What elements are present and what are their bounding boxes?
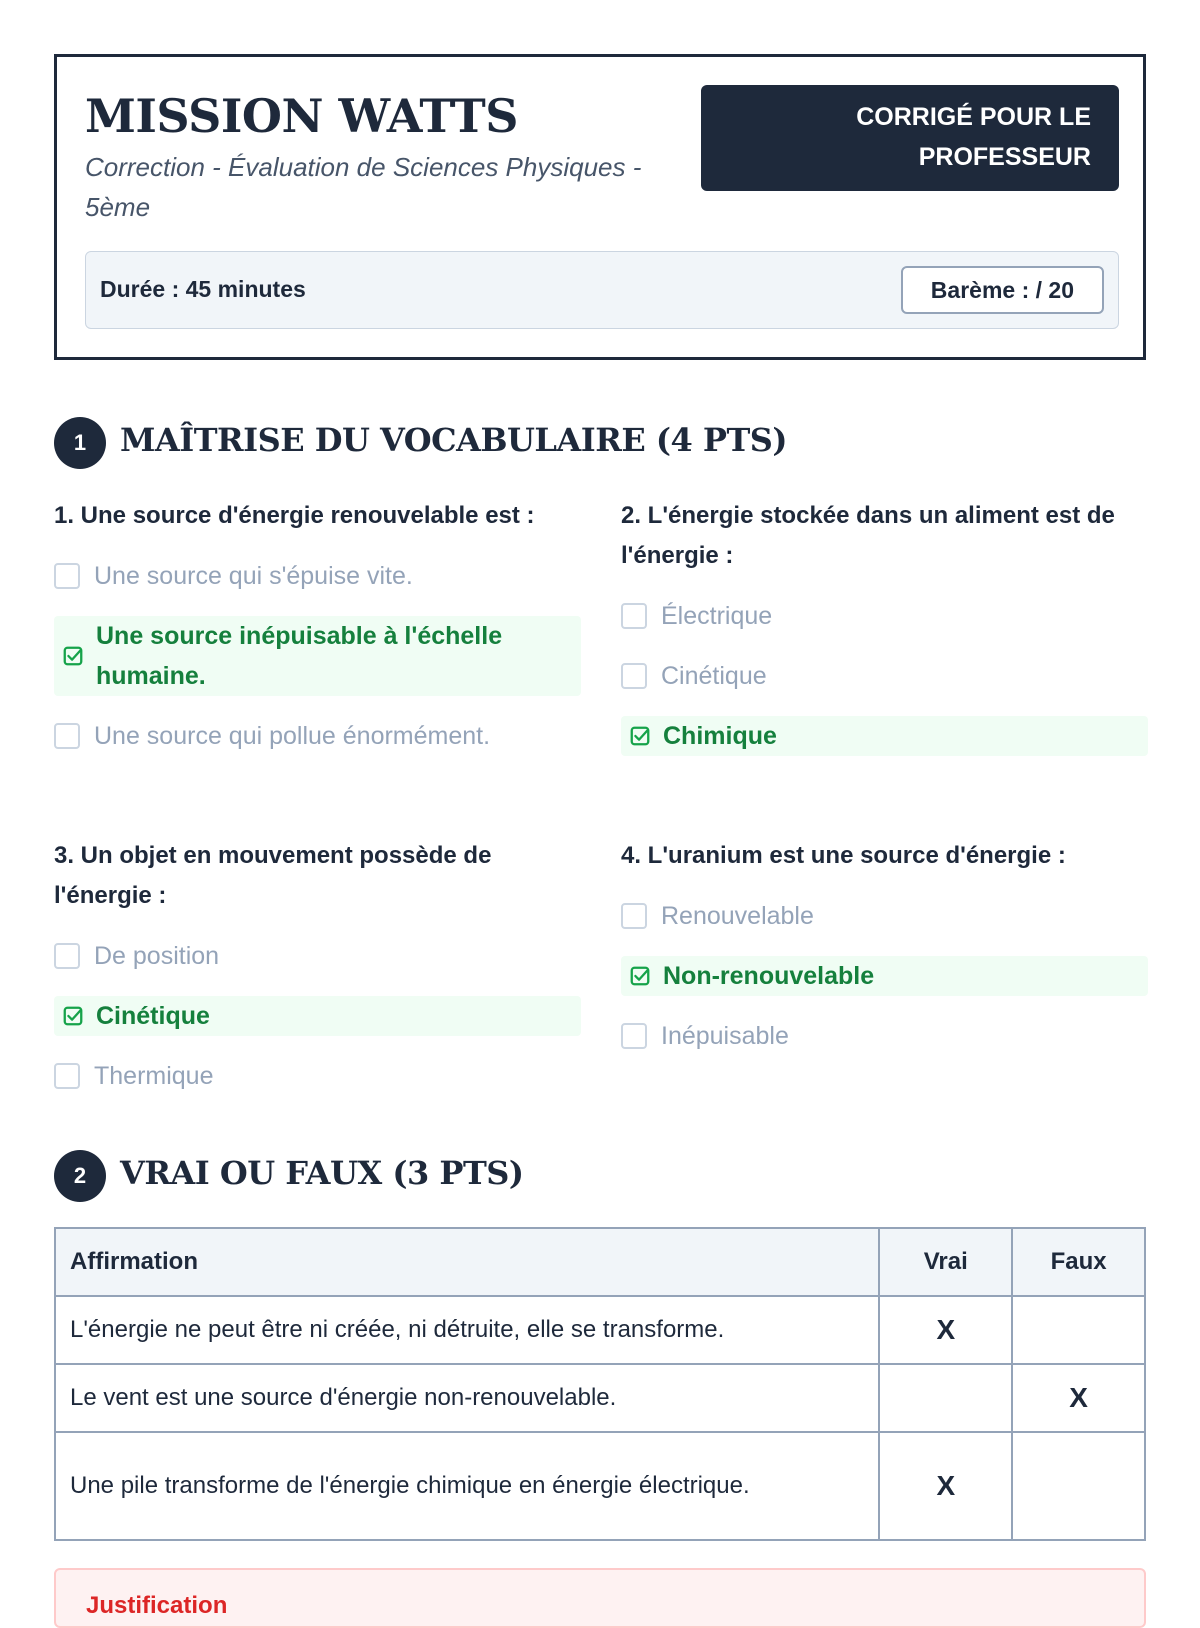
duration-label: Durée : 45 minutes bbox=[100, 276, 306, 302]
checkbox-checked-icon[interactable] bbox=[62, 1005, 84, 1027]
page-title: MISSION WATTS bbox=[85, 89, 518, 143]
teacher-key-badge: CORRIGÉ POUR LE PROFESSEUR bbox=[701, 85, 1119, 191]
question-4 bbox=[621, 836, 1148, 1076]
vrai-cell[interactable]: X bbox=[879, 1432, 1012, 1540]
checkbox-checked-icon[interactable] bbox=[629, 965, 651, 987]
justification-label: Justification bbox=[86, 1592, 228, 1619]
checkbox-empty[interactable] bbox=[54, 943, 80, 969]
answer-option-correct[interactable] bbox=[54, 996, 581, 1036]
answer-option[interactable] bbox=[54, 936, 581, 976]
faux-cell[interactable] bbox=[1012, 1296, 1145, 1364]
answer-option[interactable] bbox=[54, 716, 581, 756]
table-row bbox=[55, 1364, 1145, 1432]
question-title: 2. L'énergie stockée dans un aliment est de l'énergie : bbox=[621, 502, 1115, 569]
option-label: Non-renouvelable bbox=[663, 962, 875, 990]
vrai-cell[interactable] bbox=[879, 1364, 1012, 1432]
question-title: 3. Un objet en mouvement possède de l'énergie : bbox=[54, 842, 492, 909]
statement-cell: Le vent est une source d'énergie non-renouvelable. bbox=[55, 1364, 879, 1432]
option-label: Électrique bbox=[661, 602, 773, 630]
checkbox-empty[interactable] bbox=[54, 723, 80, 749]
checkbox-empty[interactable] bbox=[621, 603, 647, 629]
checkbox-empty[interactable] bbox=[621, 1023, 647, 1049]
true-false-table bbox=[54, 1227, 1146, 1541]
section-title: VRAI OU FAUX (3 PTS) bbox=[120, 1154, 524, 1192]
faux-cell[interactable]: X bbox=[1012, 1364, 1145, 1432]
question-3 bbox=[54, 836, 581, 1116]
option-label: Une source inépuisable à l'échelle humaine. bbox=[96, 622, 503, 690]
question-title: 4. L'uranium est une source d'énergie : bbox=[621, 842, 1066, 869]
section-number-badge: 2 bbox=[54, 1150, 106, 1202]
option-label: Une source qui pollue énormément. bbox=[94, 722, 491, 750]
faux-cell[interactable] bbox=[1012, 1432, 1145, 1540]
table-header-row bbox=[55, 1228, 1145, 1296]
checkbox-empty[interactable] bbox=[621, 663, 647, 689]
checkbox-checked-icon[interactable] bbox=[62, 645, 84, 667]
question-2 bbox=[621, 496, 1148, 776]
section-title: MAÎTRISE DU VOCABULAIRE (4 PTS) bbox=[120, 421, 788, 459]
table-row bbox=[55, 1296, 1145, 1364]
section-number-badge: 1 bbox=[54, 417, 106, 469]
answer-option[interactable] bbox=[54, 556, 581, 596]
statement-cell: L'énergie ne peut être ni créée, ni détruite, elle se transforme. bbox=[55, 1296, 879, 1364]
checkbox-empty[interactable] bbox=[621, 903, 647, 929]
answer-option[interactable] bbox=[54, 1056, 581, 1096]
answer-option-correct[interactable] bbox=[54, 616, 581, 696]
answer-option-correct[interactable] bbox=[621, 956, 1148, 996]
statement-cell: Une pile transforme de l'énergie chimique en énergie électrique. bbox=[55, 1432, 879, 1540]
vrai-cell[interactable]: X bbox=[879, 1296, 1012, 1364]
option-label: Renouvelable bbox=[661, 902, 814, 930]
option-label: Thermique bbox=[94, 1062, 214, 1090]
table-row bbox=[55, 1432, 1145, 1540]
question-title: 1. Une source d'énergie renouvelable est : bbox=[54, 502, 535, 529]
answer-option[interactable] bbox=[621, 656, 1148, 696]
header-faux: Faux bbox=[1012, 1228, 1145, 1296]
checkbox-empty[interactable] bbox=[54, 563, 80, 589]
info-bar bbox=[85, 251, 1119, 329]
header-vrai: Vrai bbox=[879, 1228, 1012, 1296]
exam-header bbox=[54, 54, 1146, 360]
option-label: Cinétique bbox=[96, 1002, 210, 1030]
answer-option[interactable] bbox=[621, 896, 1148, 936]
checkbox-checked-icon[interactable] bbox=[629, 725, 651, 747]
justification-box bbox=[54, 1568, 1146, 1628]
checkbox-empty[interactable] bbox=[54, 1063, 80, 1089]
option-label: Une source qui s'épuise vite. bbox=[94, 562, 413, 590]
option-label: Inépuisable bbox=[661, 1022, 789, 1050]
bareme-box: Barème : / 20 bbox=[901, 266, 1104, 314]
header-affirmation: Affirmation bbox=[55, 1228, 879, 1296]
answer-option[interactable] bbox=[621, 596, 1148, 636]
option-label: Chimique bbox=[663, 722, 777, 750]
option-label: Cinétique bbox=[661, 662, 767, 690]
answer-option[interactable] bbox=[621, 1016, 1148, 1056]
option-label: De position bbox=[94, 942, 220, 970]
question-1 bbox=[54, 496, 581, 776]
page-subtitle: Correction - Évaluation de Sciences Physiques - 5ème bbox=[85, 152, 642, 222]
answer-option-correct[interactable] bbox=[621, 716, 1148, 756]
